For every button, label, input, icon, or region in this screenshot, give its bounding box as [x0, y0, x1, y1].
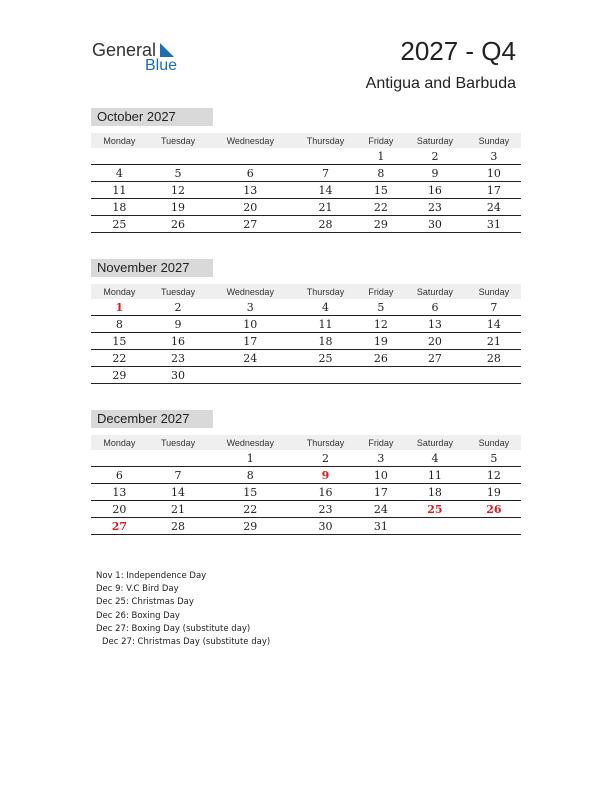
- day-cell: 5: [359, 299, 403, 316]
- day-cell: 13: [208, 182, 292, 199]
- day-cell: 25: [292, 350, 358, 367]
- day-cell: 10: [467, 165, 521, 182]
- weekday-header-row: [91, 133, 521, 148]
- day-cell: 30: [292, 518, 358, 535]
- day-cell: 12: [467, 467, 521, 484]
- holiday-notes: [96, 570, 270, 649]
- day-cell: 21: [292, 199, 358, 216]
- week-row: [91, 199, 521, 216]
- week-row: [91, 216, 521, 233]
- day-cell: 6: [208, 165, 292, 182]
- weekday-header: Tuesday: [148, 284, 209, 299]
- day-cell: 20: [403, 333, 467, 350]
- day-cell: 9: [292, 467, 358, 484]
- day-cell: 7: [148, 467, 209, 484]
- day-cell: 9: [148, 316, 209, 333]
- day-cell: 6: [91, 467, 148, 484]
- logo-general-text: General: [92, 40, 157, 60]
- day-cell: 17: [359, 484, 403, 501]
- month-title: October 2027: [91, 108, 213, 126]
- day-cell: [403, 518, 467, 535]
- holiday-note: Nov 1: Independence Day: [96, 571, 207, 581]
- day-cell: 18: [403, 484, 467, 501]
- day-cell: 29: [91, 367, 148, 384]
- weekday-header: Wednesday: [208, 284, 292, 299]
- month-october: [91, 108, 521, 233]
- month-title: December 2027: [91, 410, 213, 428]
- day-cell: [292, 367, 358, 384]
- day-cell: 10: [359, 467, 403, 484]
- week-row: [91, 518, 521, 535]
- day-cell: 29: [208, 518, 292, 535]
- week-row: [91, 350, 521, 367]
- day-cell: 21: [467, 333, 521, 350]
- day-cell: 18: [91, 199, 148, 216]
- day-cell: 3: [467, 148, 521, 165]
- holiday-note: Dec 9: V.C Bird Day: [96, 584, 179, 595]
- day-cell: 26: [148, 216, 209, 233]
- day-cell: 19: [467, 484, 521, 501]
- day-cell: [148, 450, 209, 467]
- logo: [92, 40, 192, 80]
- day-cell: 11: [91, 182, 148, 199]
- day-cell: 14: [467, 316, 521, 333]
- day-cell: 13: [91, 484, 148, 501]
- calendar-table: [91, 133, 521, 233]
- day-cell: 30: [148, 367, 209, 384]
- calendar-table: [91, 435, 521, 535]
- weekday-header: Monday: [91, 133, 148, 148]
- week-row: [91, 165, 521, 182]
- day-cell: 2: [292, 450, 358, 467]
- day-cell: 23: [403, 199, 467, 216]
- weekday-header: Friday: [359, 133, 403, 148]
- day-cell: 3: [208, 299, 292, 316]
- day-cell: 30: [403, 216, 467, 233]
- week-row: [91, 450, 521, 467]
- logo-triangle-icon: [160, 43, 174, 57]
- week-row: [91, 316, 521, 333]
- day-cell: 19: [359, 333, 403, 350]
- day-cell: [148, 148, 209, 165]
- day-cell: 27: [91, 518, 148, 535]
- day-cell: 8: [208, 467, 292, 484]
- day-cell: 20: [91, 501, 148, 518]
- weekday-header: Wednesday: [208, 435, 292, 450]
- day-cell: 16: [292, 484, 358, 501]
- day-cell: 5: [467, 450, 521, 467]
- weekday-header: Saturday: [403, 435, 467, 450]
- day-cell: 3: [359, 450, 403, 467]
- day-cell: 11: [292, 316, 358, 333]
- day-cell: 4: [403, 450, 467, 467]
- week-row: [91, 333, 521, 350]
- weekday-header: Monday: [91, 435, 148, 450]
- weekday-header: Saturday: [403, 284, 467, 299]
- weekday-header: Sunday: [467, 284, 521, 299]
- day-cell: 24: [208, 350, 292, 367]
- day-cell: 28: [467, 350, 521, 367]
- weekday-header: Saturday: [403, 133, 467, 148]
- day-cell: 15: [359, 182, 403, 199]
- day-cell: 25: [403, 501, 467, 518]
- day-cell: [467, 367, 521, 384]
- day-cell: 24: [467, 199, 521, 216]
- country-subtitle: Antigua and Barbuda: [365, 75, 516, 92]
- day-cell: 14: [292, 182, 358, 199]
- logo-blue-text: Blue: [145, 57, 178, 74]
- weekday-header: Sunday: [467, 133, 521, 148]
- weekday-header: Thursday: [292, 133, 358, 148]
- day-cell: 19: [148, 199, 209, 216]
- holiday-note: Dec 25: Christmas Day: [96, 597, 194, 608]
- day-cell: 12: [359, 316, 403, 333]
- day-cell: [91, 148, 148, 165]
- week-row: [91, 467, 521, 484]
- week-row: [91, 367, 521, 384]
- day-cell: 4: [292, 299, 358, 316]
- weekday-header: Thursday: [292, 284, 358, 299]
- day-cell: [208, 367, 292, 384]
- day-cell: 17: [467, 182, 521, 199]
- weekday-header: Monday: [91, 284, 148, 299]
- day-cell: 20: [208, 199, 292, 216]
- day-cell: 1: [359, 148, 403, 165]
- day-cell: 7: [292, 165, 358, 182]
- day-cell: [208, 148, 292, 165]
- page-title: 2027 - Q4: [400, 36, 516, 66]
- calendar-table: [91, 284, 521, 384]
- day-cell: 10: [208, 316, 292, 333]
- day-cell: 22: [91, 350, 148, 367]
- day-cell: 31: [359, 518, 403, 535]
- day-cell: 11: [403, 467, 467, 484]
- day-cell: 26: [467, 501, 521, 518]
- weekday-header: Sunday: [467, 435, 521, 450]
- day-cell: 28: [292, 216, 358, 233]
- day-cell: [403, 367, 467, 384]
- day-cell: 18: [292, 333, 358, 350]
- day-cell: 8: [359, 165, 403, 182]
- day-cell: 16: [148, 333, 209, 350]
- day-cell: 28: [148, 518, 209, 535]
- week-row: [91, 484, 521, 501]
- day-cell: 25: [91, 216, 148, 233]
- weekday-header: Tuesday: [148, 133, 209, 148]
- day-cell: 24: [359, 501, 403, 518]
- day-cell: 27: [208, 216, 292, 233]
- day-cell: 22: [359, 199, 403, 216]
- day-cell: 2: [148, 299, 209, 316]
- day-cell: 21: [148, 501, 209, 518]
- day-cell: 13: [403, 316, 467, 333]
- weekday-header: Friday: [359, 284, 403, 299]
- week-row: [91, 501, 521, 518]
- weekday-header: Thursday: [292, 435, 358, 450]
- week-row: [91, 182, 521, 199]
- month-december: [91, 410, 521, 535]
- day-cell: 16: [403, 182, 467, 199]
- day-cell: 4: [91, 165, 148, 182]
- day-cell: 1: [91, 299, 148, 316]
- day-cell: 31: [467, 216, 521, 233]
- weekday-header: Wednesday: [208, 133, 292, 148]
- weekday-header: Tuesday: [148, 435, 209, 450]
- day-cell: 5: [148, 165, 209, 182]
- week-row: [91, 148, 521, 165]
- day-cell: [292, 148, 358, 165]
- day-cell: [91, 450, 148, 467]
- month-title: November 2027: [91, 259, 213, 277]
- weekday-header-row: [91, 284, 521, 299]
- day-cell: 15: [208, 484, 292, 501]
- day-cell: [359, 367, 403, 384]
- day-cell: 29: [359, 216, 403, 233]
- day-cell: 17: [208, 333, 292, 350]
- day-cell: 26: [359, 350, 403, 367]
- holiday-note: Dec 27: Christmas Day (substitute day): [102, 636, 271, 647]
- day-cell: 2: [403, 148, 467, 165]
- day-cell: 1: [208, 450, 292, 467]
- day-cell: 8: [91, 316, 148, 333]
- week-row: [91, 299, 521, 316]
- month-november: [91, 259, 521, 384]
- day-cell: 6: [403, 299, 467, 316]
- holiday-note: Dec 27: Boxing Day (substitute day): [96, 623, 251, 634]
- day-cell: 7: [467, 299, 521, 316]
- day-cell: 15: [91, 333, 148, 350]
- day-cell: 22: [208, 501, 292, 518]
- day-cell: 23: [292, 501, 358, 518]
- day-cell: 12: [148, 182, 209, 199]
- day-cell: 23: [148, 350, 209, 367]
- day-cell: [467, 518, 521, 535]
- weekday-header-row: [91, 435, 521, 450]
- holiday-note: Dec 26: Boxing Day: [96, 610, 180, 621]
- day-cell: 27: [403, 350, 467, 367]
- day-cell: 14: [148, 484, 209, 501]
- weekday-header: Friday: [359, 435, 403, 450]
- day-cell: 9: [403, 165, 467, 182]
